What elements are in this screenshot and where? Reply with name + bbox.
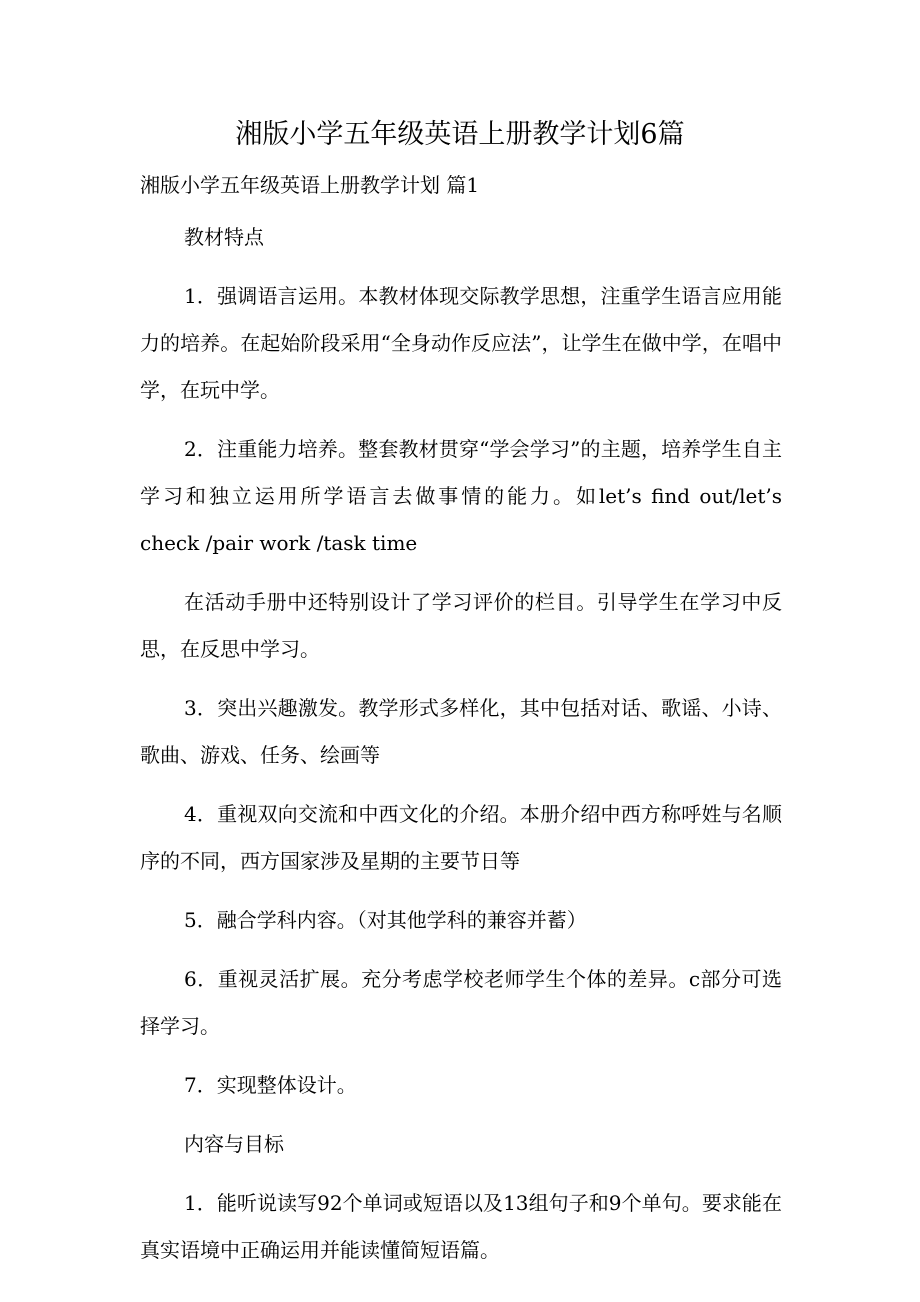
paragraph-4: 4．重视双向交流和中西文化的介绍。本册介绍中西方称呼姓与名顺序的不同，西方国家涉及星期的主要节日等 (140, 802, 782, 873)
section-title: 湘版小学五年级英语上册教学计划 篇1 (140, 173, 480, 197)
paragraph-1: 1．强调语言运用。本教材体现交际教学思想，注重学生语言应用能力的培养。在起始阶段采用“全身动作反应法”，让学生在做中学，在唱中学，在玩中学。 (140, 284, 782, 402)
paragraph-2: 2．注重能力培养。整套教材贯穿“学会学习”的主题，培养学生自主学习和独立运用所学语言去做事情的能力。如let’s find out/let’s check /pair work /task time (140, 437, 782, 555)
paragraph-6: 6．重视灵活扩展。充分考虑学校老师学生个体的差异。c部分可选择学习。 (140, 967, 782, 1038)
subheading-textbook-features: 教材特点 (184, 225, 264, 249)
paragraph-3: 3．突出兴趣激发。教学形式多样化，其中包括对话、歌谣、小诗、歌曲、游戏、任务、绘画等 (140, 696, 782, 767)
paragraph-7: 7．实现整体设计。 (184, 1073, 357, 1097)
paragraph-goal-1: 1．能听说读写92个单词或短语以及13组句子和9个单句。要求能在真实语境中正确运用并能读懂简短语篇。 (140, 1191, 782, 1262)
subheading-content-goals: 内容与目标 (184, 1132, 284, 1156)
document-body (140, 214, 782, 1286)
document-title: 湘版小学五年级英语上册教学计划6篇 (235, 119, 685, 150)
paragraph-5: 5．融合学科内容。（对其他学科的兼容并蓄） (184, 908, 587, 932)
paragraph-activity-book: 在活动手册中还特别设计了学习评价的栏目。引导学生在学习中反思，在反思中学习。 (140, 590, 782, 661)
